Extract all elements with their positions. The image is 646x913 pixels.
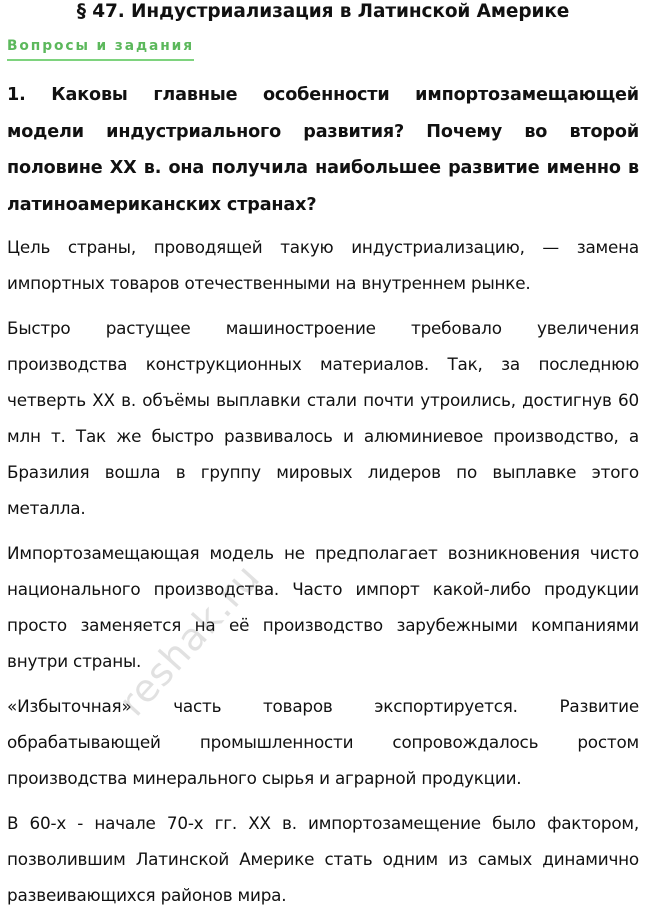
question-text: 1. Каковы главные особенности импортозамещающей модели индустриального развития? Почему во второй половине XX в. она получила наибольшее развитие именно в латиноамериканских странах? (7, 85, 639, 215)
answer-paragraph: Цель страны, проводящей такую индустриализацию, — замена импортных товаров отечественными на внутреннем рынке. (7, 237, 639, 293)
answer-paragraph: Импортозамещающая модель не предполагает возникновения чисто национального производства. Часто импорт какой-либо продукции просто заменяется на её производство зарубежными компаниями внутри страны. (7, 543, 639, 671)
watermark: reshak.ru (110, 555, 269, 725)
answer-paragraph: В 60-х - начале 70-х гг. XX в. импортозамещение было фактором, позволившим Латинской Америке стать одним из самых динамично развеивающихся районов мира. (7, 813, 639, 905)
section-label-wrapper (7, 23, 639, 61)
page-title: § 47. Индустриализация в Латинской Америке (76, 1, 570, 22)
section-label: Вопросы и задания (7, 38, 194, 61)
answer-paragraph: «Избыточная» часть товаров экспортируется. Развитие обрабатывающей промышленности сопровождалось ростом производства минерального сырья и аграрной продукции. (7, 696, 639, 788)
answer-paragraph: Быстро растущее машиностроение требовало увеличения производства конструкционных материалов. Так, за последнюю четверть XX в. объёмы выплавки стали почти утроились, достигнув 60 млн т. Так же быстро развивалось и алюминиевое производство, а Бразилия вошла в группу мировых лидеров по выплавке этого металла. (7, 318, 639, 518)
